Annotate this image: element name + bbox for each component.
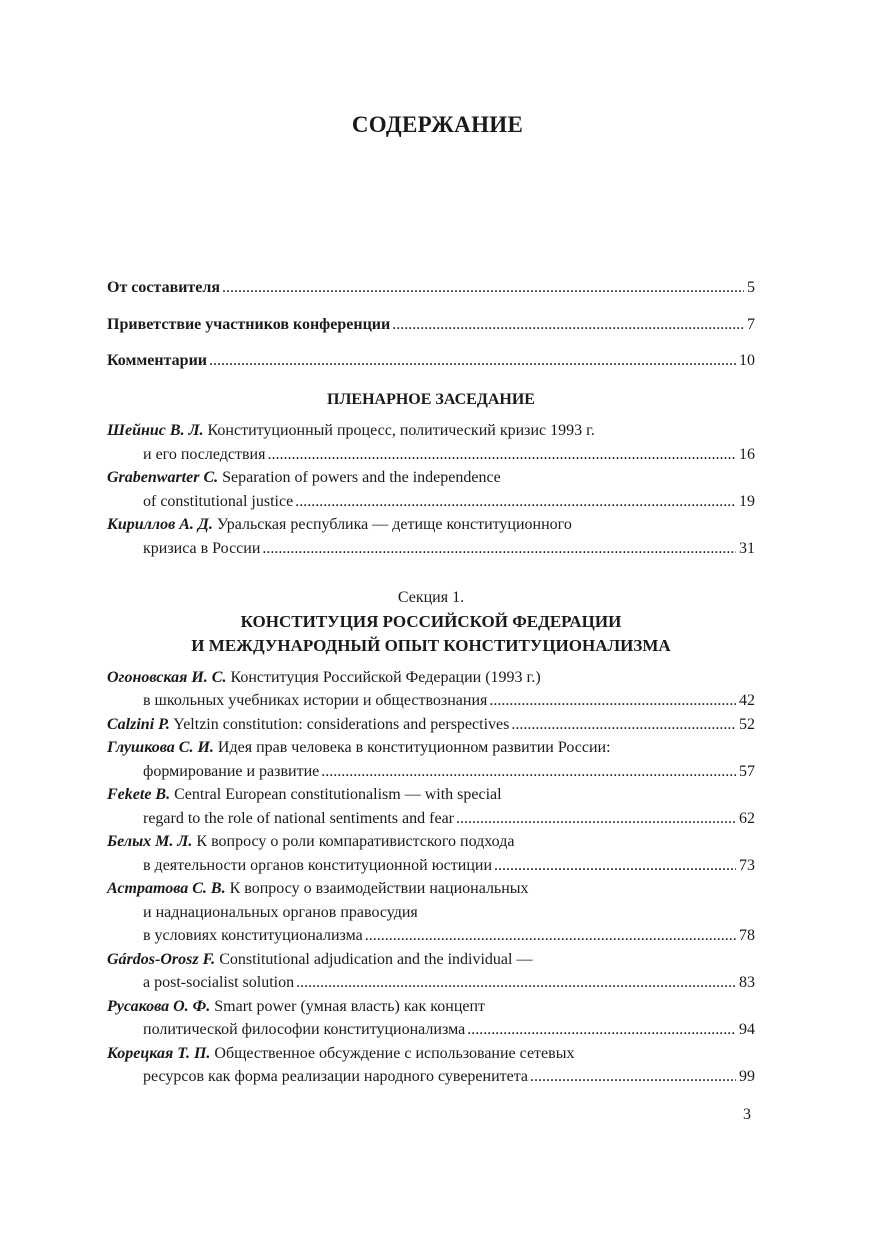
- toc-entry[interactable]: [107, 666, 755, 713]
- entry-author: Корецкая Т. П.: [107, 1044, 211, 1062]
- leader-dots: [530, 1065, 736, 1089]
- entry-title-cont: of constitutional justice: [143, 492, 294, 510]
- entry-title: Separation of powers and the independence: [218, 469, 501, 486]
- entry-title: Конституция Российской Федерации (1993 г.): [226, 668, 541, 686]
- page-title: СОДЕРЖАНИЕ: [351, 112, 524, 137]
- toc-entry[interactable]: [107, 419, 755, 466]
- entry-title: Общественное обсуждение с использование сетевых: [210, 1044, 575, 1062]
- toc-page-number: 83: [739, 974, 755, 991]
- toc-entry[interactable]: [107, 466, 755, 513]
- leader-dots: [209, 349, 736, 373]
- leader-dots: [321, 760, 736, 784]
- entry-title: К вопросу о взаимодействии национальных: [225, 880, 529, 897]
- section-title: И МЕЖДУНАРОДНЫЙ ОПЫТ КОНСТИТУЦИОНАЛИЗМА: [191, 635, 671, 655]
- toc-entry[interactable]: [107, 713, 755, 737]
- entry-title-cont: в школьных учебниках истории и обществознания: [143, 692, 488, 709]
- leader-dots: [511, 713, 736, 737]
- entry-title-cont: в условиях конституционализма: [143, 927, 363, 944]
- toc-page-number: 31: [739, 539, 755, 557]
- entry-title: Идея прав человека в конституционном развитии России:: [213, 739, 611, 756]
- leader-dots: [494, 854, 736, 878]
- toc-item-label: Комментарии: [107, 352, 208, 369]
- toc-entry[interactable]: [107, 513, 755, 560]
- entry-title-cont: кризиса в России: [143, 539, 261, 557]
- toc-entry[interactable]: [107, 783, 755, 830]
- leader-dots: [456, 807, 736, 831]
- toc-entry[interactable]: [107, 877, 755, 948]
- entry-author: Белых М. Л.: [107, 833, 193, 850]
- toc-page-number: 19: [739, 492, 755, 510]
- leader-dots: [489, 689, 736, 713]
- toc-page-number: 62: [739, 809, 755, 827]
- leader-dots: [365, 924, 736, 948]
- entry-author: Астратова С. В.: [107, 880, 226, 897]
- entry-title: Central European constitutionalism — with special: [170, 786, 502, 803]
- entry-title-cont: формирование и развитие: [143, 762, 320, 780]
- entry-author: Fekete B.: [107, 786, 171, 803]
- entry-author: Кириллов А. Д.: [107, 516, 213, 533]
- toc-page-number: 78: [739, 927, 755, 944]
- leader-dots: [392, 313, 744, 337]
- leader-dots: [467, 1018, 736, 1042]
- entry-title-cont: ресурсов как форма реализации народного суверенитета: [143, 1068, 529, 1085]
- toc-entry[interactable]: [107, 736, 755, 783]
- toc-item-comments[interactable]: [107, 349, 755, 373]
- toc-item-greeting[interactable]: [107, 313, 755, 337]
- toc-item-label: Приветствие участников конференции: [107, 315, 391, 333]
- leader-dots: [296, 971, 736, 995]
- table-of-contents: [107, 276, 755, 1089]
- toc-entry[interactable]: [107, 948, 755, 995]
- entry-author: Calzini P.: [107, 715, 170, 733]
- entry-author: Шейнис В. Л.: [107, 422, 204, 439]
- leader-dots: [267, 443, 736, 467]
- page-number: 3: [743, 1106, 751, 1123]
- toc-page-number: 16: [739, 445, 755, 463]
- entry-author: Русакова О. Ф.: [107, 997, 211, 1015]
- entry-title: Уральская республика — детище конституционного: [212, 516, 572, 533]
- toc-page-number: 5: [747, 279, 755, 296]
- entry-title-cont: в деятельности органов конституционной юстиции: [143, 856, 492, 874]
- leader-dots: [262, 537, 736, 561]
- plenary-heading: ПЛЕНАРНОЕ ЗАСЕДАНИЕ: [327, 390, 535, 408]
- toc-page-number: 73: [739, 856, 755, 874]
- section-1-heading: [107, 586, 755, 658]
- leader-dots: [295, 490, 736, 514]
- toc-page-number: 94: [739, 1021, 755, 1038]
- entry-title: Constitutional adjudication and the individual —: [215, 950, 533, 968]
- entry-title-cont: и его последствия: [143, 445, 266, 463]
- toc-entry[interactable]: [107, 1042, 755, 1089]
- toc-entry[interactable]: [107, 995, 755, 1042]
- toc-page-number: 52: [739, 715, 755, 733]
- entry-author: Grabenwarter C.: [107, 469, 219, 486]
- entry-title: К вопросу о роли компаративистского подхода: [192, 833, 515, 850]
- entry-author: Gárdos-Orosz F.: [107, 950, 216, 968]
- toc-page-number: 57: [739, 762, 755, 780]
- toc-page-number: 42: [739, 692, 755, 709]
- toc-page-number: 10: [739, 352, 755, 369]
- toc-item-from-compiler[interactable]: [107, 276, 755, 300]
- toc-item-label: От составителя: [107, 279, 221, 296]
- section-title: КОНСТИТУЦИЯ РОССИЙСКОЙ ФЕДЕРАЦИИ: [240, 611, 622, 631]
- entry-title: Smart power (умная власть) как концепт: [210, 997, 486, 1015]
- entry-author: Огоновская И. С.: [107, 668, 227, 686]
- entry-title: Yeltzin constitution: considerations and perspectives: [169, 715, 510, 733]
- toc-page-number: 99: [739, 1068, 755, 1085]
- section-label: Секция 1.: [397, 589, 465, 606]
- entry-title-cont: regard to the role of national sentiments and fear: [143, 809, 454, 827]
- entry-title-cont: политической философии конституционализма: [143, 1021, 466, 1038]
- toc-page-number: 7: [747, 315, 755, 333]
- entry-title-cont: и наднациональных органов правосудия: [143, 903, 418, 921]
- entry-title: Конституционный процесс, политический кризис 1993 г.: [203, 422, 595, 439]
- toc-entry[interactable]: [107, 830, 755, 877]
- entry-title-cont: a post-socialist solution: [143, 974, 295, 991]
- entry-author: Глушкова С. И.: [107, 739, 214, 756]
- leader-dots: [222, 276, 744, 300]
